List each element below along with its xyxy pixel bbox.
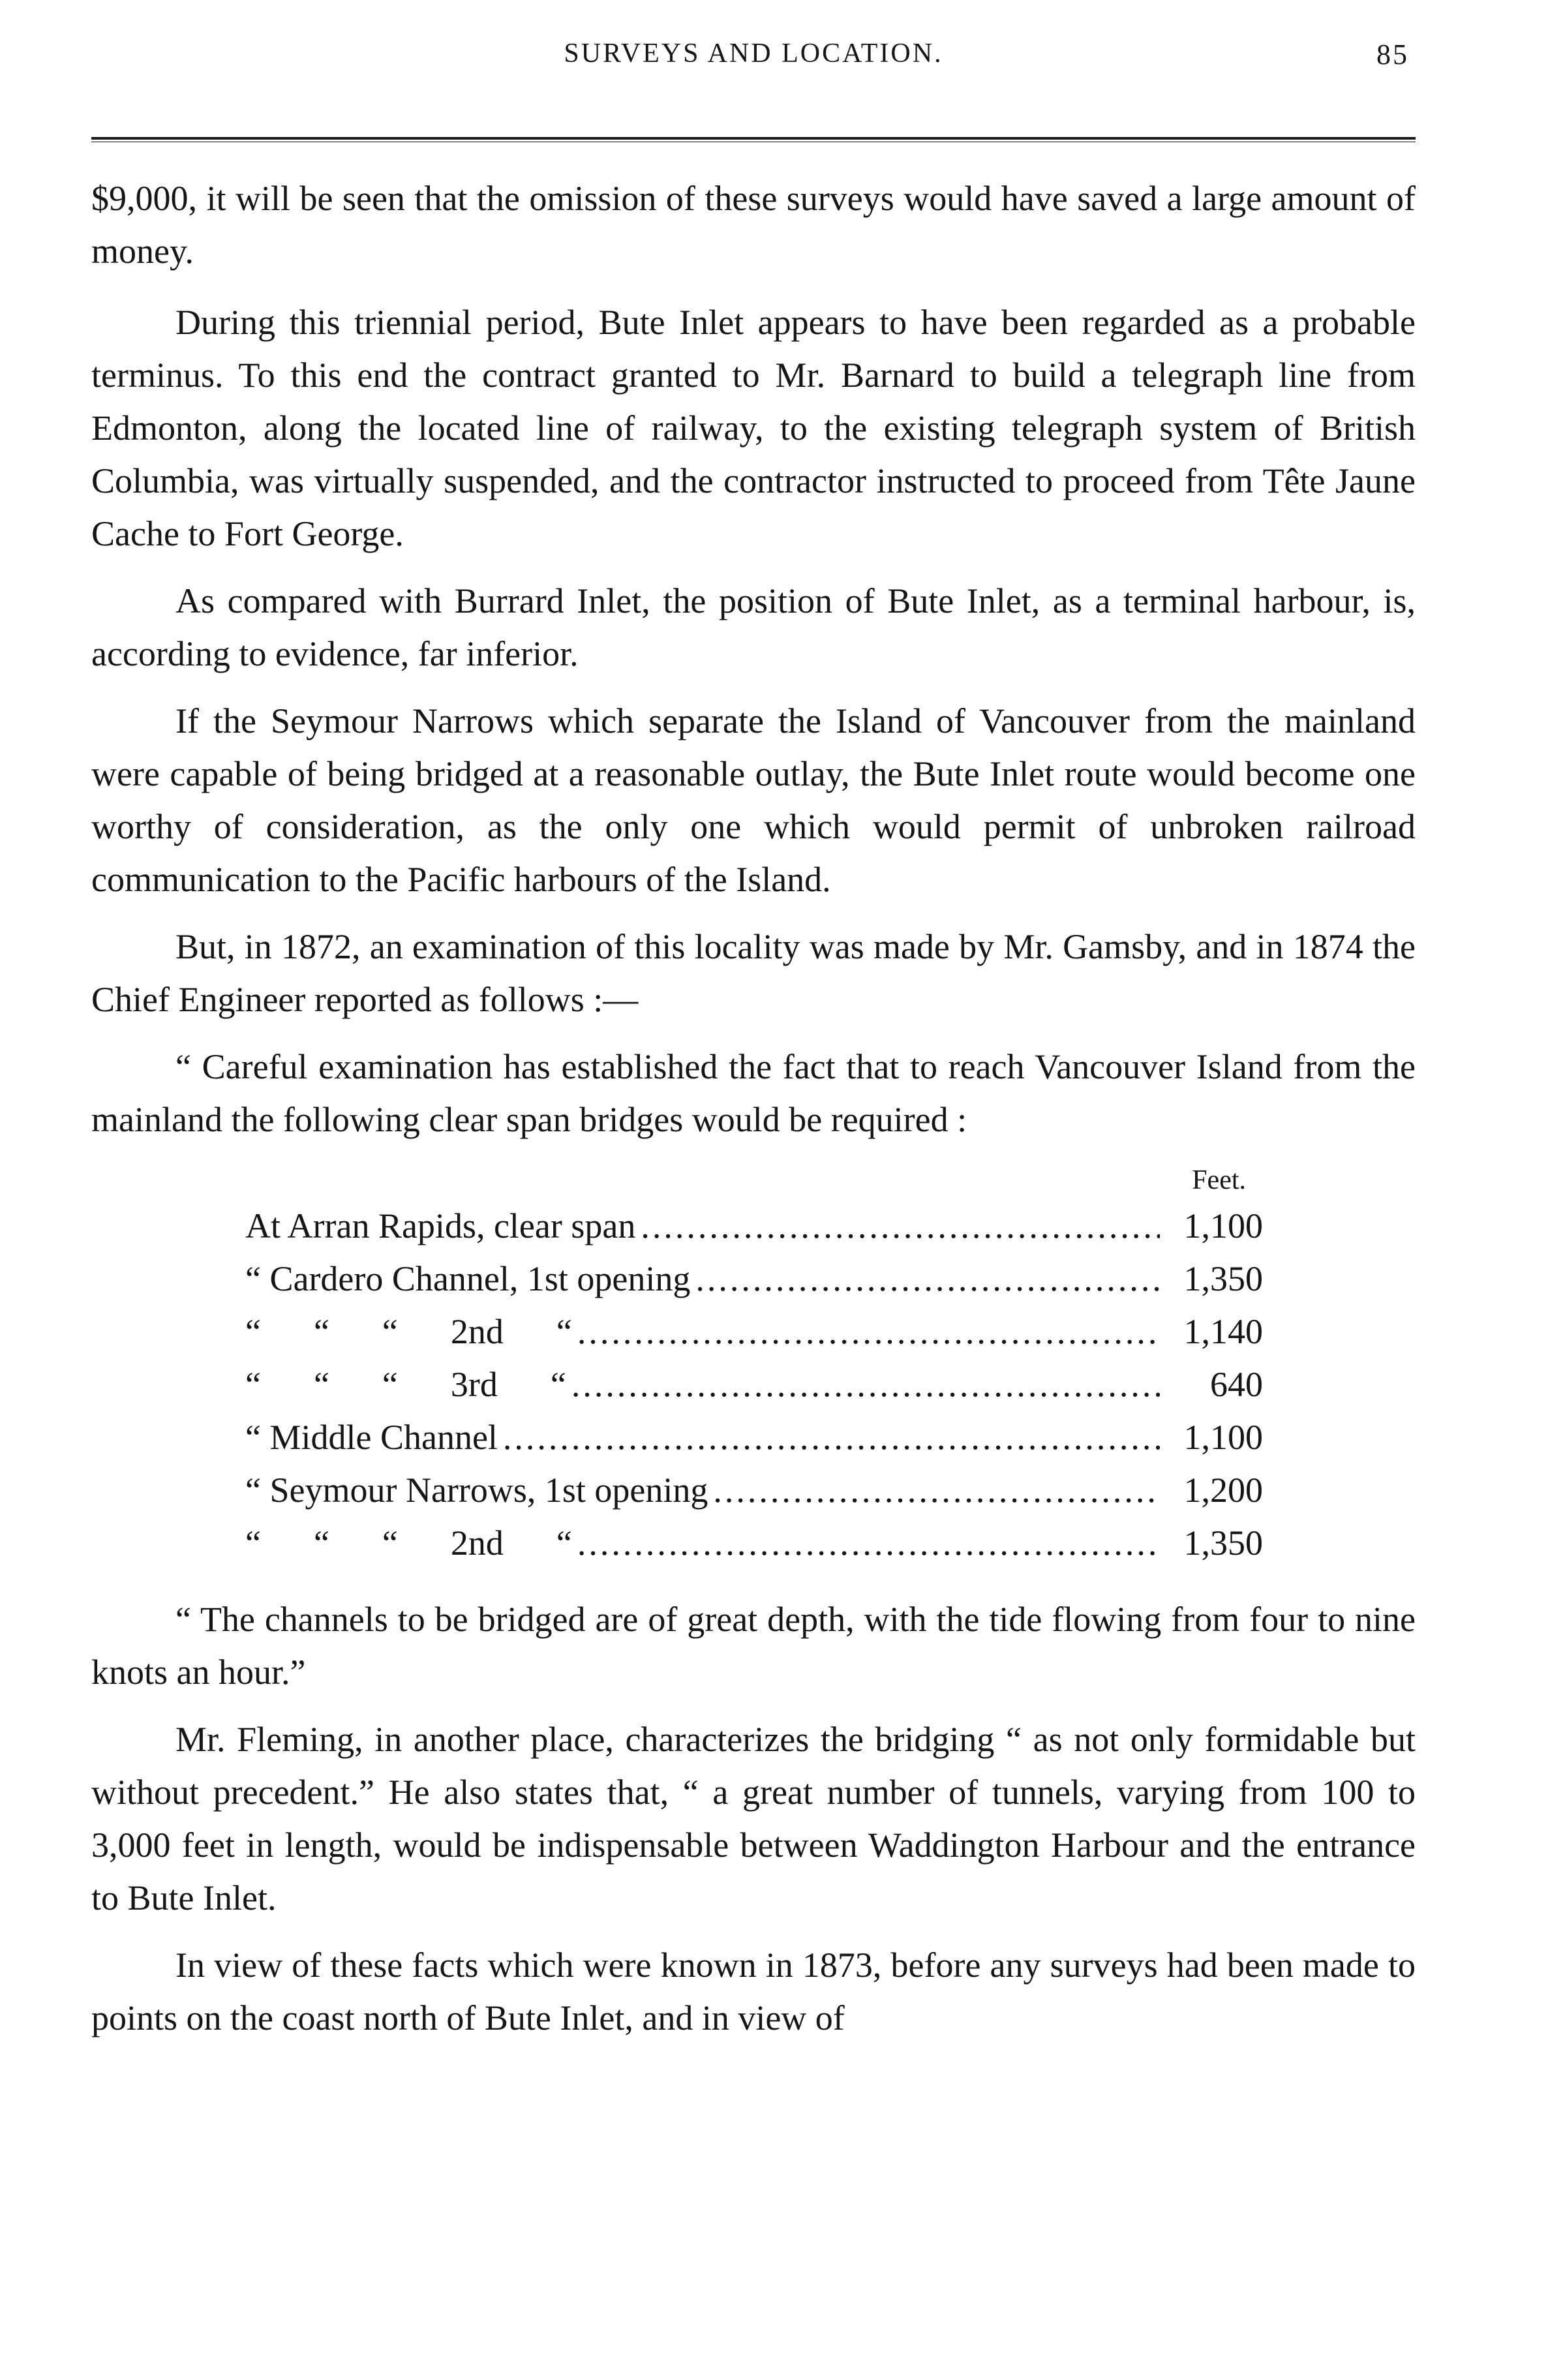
table-row <box>245 1200 1263 1253</box>
unit-label: Feet. <box>1192 1165 1246 1195</box>
table-row <box>245 1358 1263 1411</box>
row-label: At Arran Rapids, clear span <box>245 1206 636 1245</box>
row-label: “ Seymour Narrows, 1st opening <box>245 1471 708 1510</box>
table-row <box>245 1464 1263 1517</box>
paragraph-quote: “ Careful examination has established the fact that to reach Vancouver Island from the mainland the following clear span bridges would be required : <box>91 1047 1416 1139</box>
leader-dots <box>571 1358 1160 1411</box>
running-title: SURVEYS AND LOCATION. <box>564 38 943 69</box>
header-rule <box>91 137 1416 142</box>
page <box>91 33 1416 2059</box>
leader-dots <box>503 1411 1160 1464</box>
row-label: “ “ “ 3rd “ <box>245 1365 566 1404</box>
row-value: 1,350 <box>1183 1259 1263 1298</box>
bridge-span-table <box>245 1161 1263 1570</box>
leader-dots <box>577 1305 1160 1358</box>
paragraph: In view of these facts which were known in 1873, before any surveys had been made to points on the coast north of Bute Inlet, and in view of <box>91 1945 1416 2037</box>
leader-dots <box>695 1253 1160 1305</box>
paragraph-continued: $9,000, it will be seen that the omission of these surveys would have saved a large amount of money. <box>91 179 1416 271</box>
paragraph: During this triennial period, Bute Inlet appears to have been regarded as a probable terminus. To this end the contract granted to Mr. Barnard to build a telegraph line from Edmonton, along the located line of railway, to the existing telegraph system of British Columbia, was virtually suspended, and the contractor instructed to proceed from Tête Jaune Cache to Fort George. <box>91 303 1416 553</box>
leader-dots <box>641 1200 1160 1253</box>
row-value: 1,350 <box>1183 1523 1263 1563</box>
row-label: “ Cardero Channel, 1st opening <box>245 1259 691 1298</box>
table-row <box>245 1411 1263 1464</box>
row-value: 1,100 <box>1183 1418 1263 1457</box>
paragraph-quote: “ The channels to be bridged are of great depth, with the tide flowing from four to nine knots an hour.” <box>91 1600 1416 1692</box>
leader-dots <box>713 1464 1160 1517</box>
running-header <box>91 33 1416 78</box>
paragraph: But, in 1872, an examination of this locality was made by Mr. Gamsby, and in 1874 the Chief Engineer reported as follows :— <box>91 927 1416 1019</box>
page-number: 85 <box>1376 38 1409 70</box>
row-label: “ “ “ 2nd “ <box>245 1523 572 1563</box>
paragraph: As compared with Burrard Inlet, the position of Bute Inlet, as a terminal harbour, is, according to evidence, far inferior. <box>91 581 1416 673</box>
row-value: 1,100 <box>1183 1206 1263 1245</box>
row-value: 1,200 <box>1183 1471 1263 1510</box>
row-value: 640 <box>1210 1365 1263 1404</box>
table-row <box>245 1253 1263 1305</box>
paragraph: Mr. Fleming, in another place, characterizes the bridging “ as not only formidable but without precedent.” He also states that, “ a great number of tunnels, varying from 100 to 3,000 feet in length, would be indispensable between Waddington Harbour and the entrance to Bute Inlet. <box>91 1720 1416 1917</box>
table-row <box>245 1517 1263 1570</box>
row-label: “ Middle Channel <box>245 1418 498 1457</box>
row-label: “ “ “ 2nd “ <box>245 1312 572 1351</box>
row-value: 1,140 <box>1183 1312 1263 1351</box>
paragraph: If the Seymour Narrows which separate the Island of Vancouver from the mainland were capable of being bridged at a reasonable outlay, the Bute Inlet route would become one worthy of consideration, as the only one which would permit of unbroken railroad communication to the Pacific harbours of the Island. <box>91 701 1416 899</box>
leader-dots <box>577 1517 1160 1570</box>
table-row <box>245 1305 1263 1358</box>
